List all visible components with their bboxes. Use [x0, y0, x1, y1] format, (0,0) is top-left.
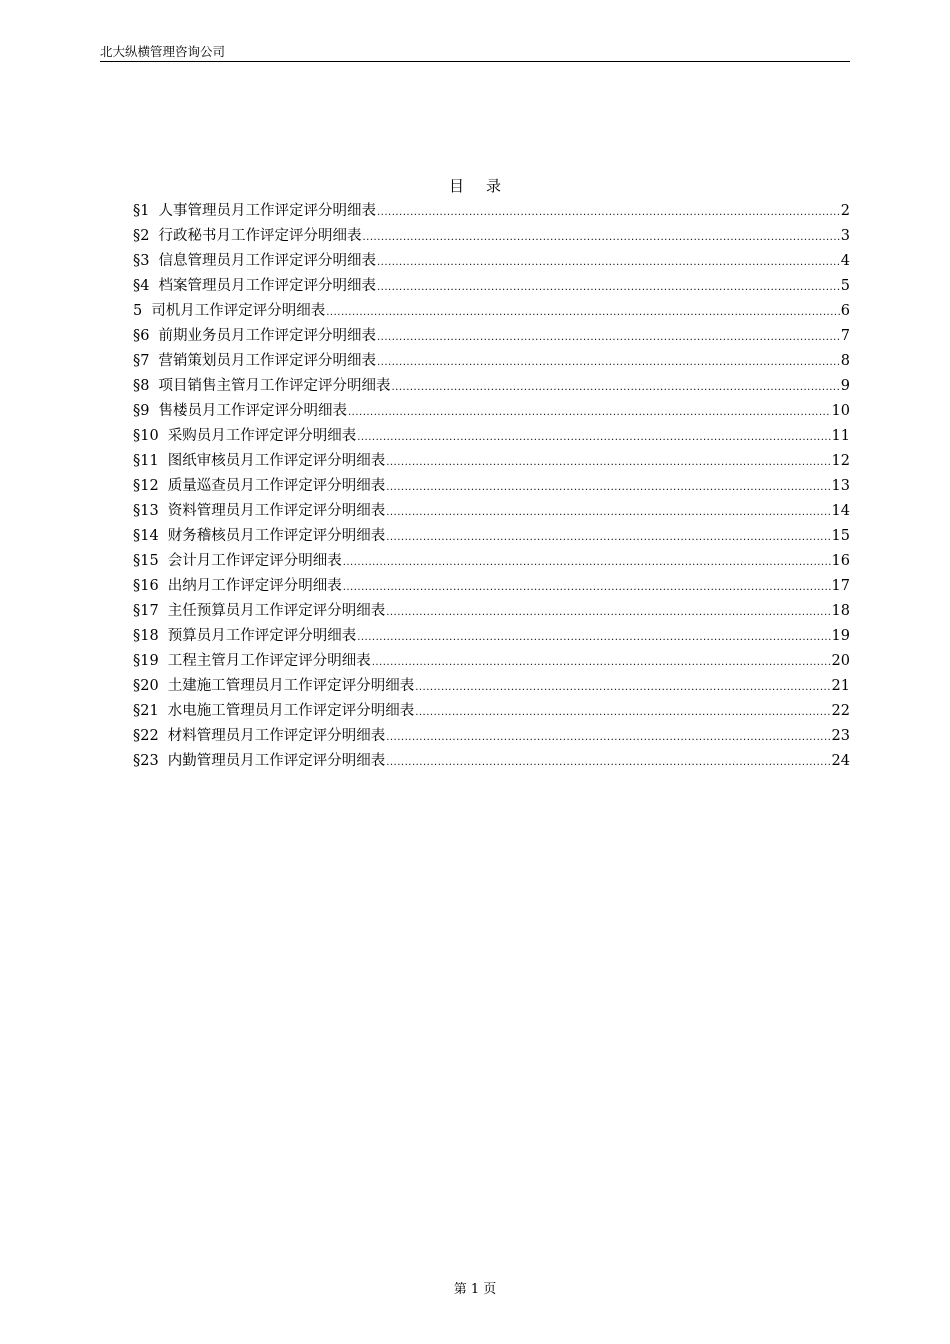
toc-entry-number: §23 — [133, 753, 159, 769]
toc-entry[interactable] — [133, 424, 850, 449]
toc-entry-page: 6 — [840, 303, 850, 319]
toc-dot-leader — [386, 475, 830, 499]
toc-entry-number: §16 — [133, 578, 159, 594]
toc-entry[interactable] — [133, 749, 850, 774]
toc-entry-title: 质量巡查员月工作评定评分明细表 — [167, 478, 386, 494]
toc-entry-number: §19 — [133, 653, 159, 669]
toc-dot-leader — [386, 750, 830, 774]
toc-entry-title: 预算员月工作评定评分明细表 — [167, 628, 357, 644]
toc-entry-page: 14 — [831, 503, 850, 519]
toc-entry-title: 财务稽核员月工作评定评分明细表 — [167, 528, 386, 544]
toc-entry-title: 图纸审核员月工作评定评分明细表 — [167, 453, 386, 469]
toc-entry-title: 前期业务员月工作评定评分明细表 — [158, 328, 376, 344]
toc-entry-page: 16 — [831, 553, 850, 569]
toc-entry-number: §17 — [133, 603, 159, 619]
toc-entry[interactable] — [133, 649, 850, 674]
toc-entry-number: §8 — [133, 378, 150, 394]
toc-entry[interactable] — [133, 624, 850, 649]
toc-entry-number: §22 — [133, 728, 159, 744]
toc-entry-title: 采购员月工作评定评分明细表 — [167, 428, 357, 444]
page-footer — [0, 1281, 950, 1299]
toc-entry-title: 工程主管月工作评定评分明细表 — [167, 653, 371, 669]
toc-entry-page: 2 — [840, 203, 850, 219]
toc-entry-number: §6 — [133, 328, 150, 344]
toc-entry[interactable] — [133, 274, 850, 299]
toc-entry-page: 24 — [831, 753, 850, 769]
toc-entry[interactable] — [133, 724, 850, 749]
toc-entry-number: §13 — [133, 503, 159, 519]
company-name: 北大纵横管理咨询公司 — [100, 44, 226, 59]
toc-entry-page: 12 — [831, 453, 850, 469]
toc-dot-leader — [326, 300, 840, 324]
toc-dot-leader — [377, 275, 840, 299]
page-header — [100, 43, 850, 62]
toc-entry-number: §18 — [133, 628, 159, 644]
toc-entry[interactable] — [133, 674, 850, 699]
toc-entry-title: 行政秘书月工作评定评分明细表 — [158, 228, 362, 244]
toc-dot-leader — [372, 650, 831, 674]
toc-entry-title: 内勤管理员月工作评定评分明细表 — [167, 753, 386, 769]
toc-entry-number: §10 — [133, 428, 159, 444]
toc-entry-page: 18 — [831, 603, 850, 619]
toc-entry-page: 3 — [840, 228, 850, 244]
toc-dot-leader — [348, 400, 831, 424]
toc-entry-page: 4 — [840, 253, 850, 269]
toc-dot-leader — [362, 225, 839, 249]
toc-entry[interactable] — [133, 399, 850, 424]
toc-entry-title: 资料管理员月工作评定评分明细表 — [167, 503, 386, 519]
toc-dot-leader — [343, 550, 831, 574]
toc-entry-number: §4 — [133, 278, 150, 294]
toc-dot-leader — [386, 525, 830, 549]
toc-entry[interactable] — [133, 574, 850, 599]
toc-entry-number: §7 — [133, 353, 150, 369]
toc-entry-number: §9 — [133, 403, 150, 419]
toc-entry[interactable] — [133, 199, 850, 224]
toc-entry[interactable] — [133, 349, 850, 374]
toc-entry-title: 项目销售主管月工作评定评分明细表 — [158, 378, 391, 394]
toc-dot-leader — [386, 500, 830, 524]
toc-entry[interactable] — [133, 599, 850, 624]
toc-entry-title: 档案管理员月工作评定评分明细表 — [158, 278, 376, 294]
toc-entry-page: 15 — [831, 528, 850, 544]
toc-entry-title: 会计月工作评定评分明细表 — [167, 553, 342, 569]
toc-entry-number: §1 — [133, 203, 150, 219]
toc-dot-leader — [415, 675, 830, 699]
table-of-contents — [133, 199, 850, 774]
toc-entry[interactable] — [133, 499, 850, 524]
toc-entry-page: 20 — [831, 653, 850, 669]
toc-entry-page: 7 — [840, 328, 850, 344]
toc-entry-title: 材料管理员月工作评定评分明细表 — [167, 728, 386, 744]
toc-entry-page: 22 — [831, 703, 850, 719]
toc-entry-page: 17 — [831, 578, 850, 594]
toc-entry-title: 出纳月工作评定评分明细表 — [167, 578, 342, 594]
toc-dot-leader — [357, 625, 830, 649]
toc-dot-leader — [377, 325, 840, 349]
toc-entry-page: 11 — [831, 428, 850, 444]
toc-entry-page: 8 — [840, 353, 850, 369]
toc-entry-page: 23 — [831, 728, 850, 744]
toc-entry-title: 售楼员月工作评定评分明细表 — [158, 403, 347, 419]
toc-entry[interactable] — [133, 474, 850, 499]
toc-entry-page: 5 — [840, 278, 850, 294]
toc-entry-number: §3 — [133, 253, 150, 269]
toc-entry[interactable] — [133, 524, 850, 549]
toc-dot-leader — [386, 600, 830, 624]
toc-entry[interactable] — [133, 224, 850, 249]
toc-title: 目录 — [448, 177, 523, 195]
toc-entry-number: §12 — [133, 478, 159, 494]
toc-dot-leader — [391, 375, 839, 399]
toc-entry-title: 营销策划员月工作评定评分明细表 — [158, 353, 376, 369]
toc-dot-leader — [386, 725, 830, 749]
toc-entry-number: §21 — [133, 703, 159, 719]
toc-entry-title: 水电施工管理员月工作评定评分明细表 — [167, 703, 415, 719]
toc-entry[interactable] — [133, 374, 850, 399]
toc-dot-leader — [377, 250, 840, 274]
toc-dot-leader — [377, 200, 840, 224]
toc-entry-title: 信息管理员月工作评定评分明细表 — [158, 253, 376, 269]
toc-entry-title: 土建施工管理员月工作评定评分明细表 — [167, 678, 415, 694]
toc-entry-page: 13 — [831, 478, 850, 494]
toc-dot-leader — [343, 575, 831, 599]
toc-entry-page: 19 — [831, 628, 850, 644]
toc-entry[interactable] — [133, 449, 850, 474]
toc-entry-page: 21 — [831, 678, 850, 694]
toc-entry[interactable] — [133, 699, 850, 724]
toc-entry-number: §14 — [133, 528, 159, 544]
toc-entry-number: 5 — [133, 303, 143, 319]
toc-entry-number: §15 — [133, 553, 159, 569]
toc-entry-title: 主任预算员月工作评定评分明细表 — [167, 603, 386, 619]
toc-entry-title: 人事管理员月工作评定评分明细表 — [158, 203, 376, 219]
toc-entry[interactable] — [133, 324, 850, 349]
toc-entry-number: §11 — [133, 453, 159, 469]
page-number: 第 1 页 — [453, 1282, 497, 1297]
toc-dot-leader — [415, 700, 830, 724]
toc-entry-number: §2 — [133, 228, 150, 244]
toc-entry-number: §20 — [133, 678, 159, 694]
toc-entry-page: 10 — [831, 403, 850, 419]
toc-dot-leader — [377, 350, 840, 374]
toc-entry[interactable] — [133, 549, 850, 574]
toc-dot-leader — [386, 450, 830, 474]
toc-dot-leader — [357, 425, 830, 449]
toc-entry-page: 9 — [840, 378, 850, 394]
toc-entry[interactable] — [133, 299, 850, 324]
toc-entry[interactable] — [133, 249, 850, 274]
toc-entry-title: 司机月工作评定评分明细表 — [151, 303, 326, 319]
